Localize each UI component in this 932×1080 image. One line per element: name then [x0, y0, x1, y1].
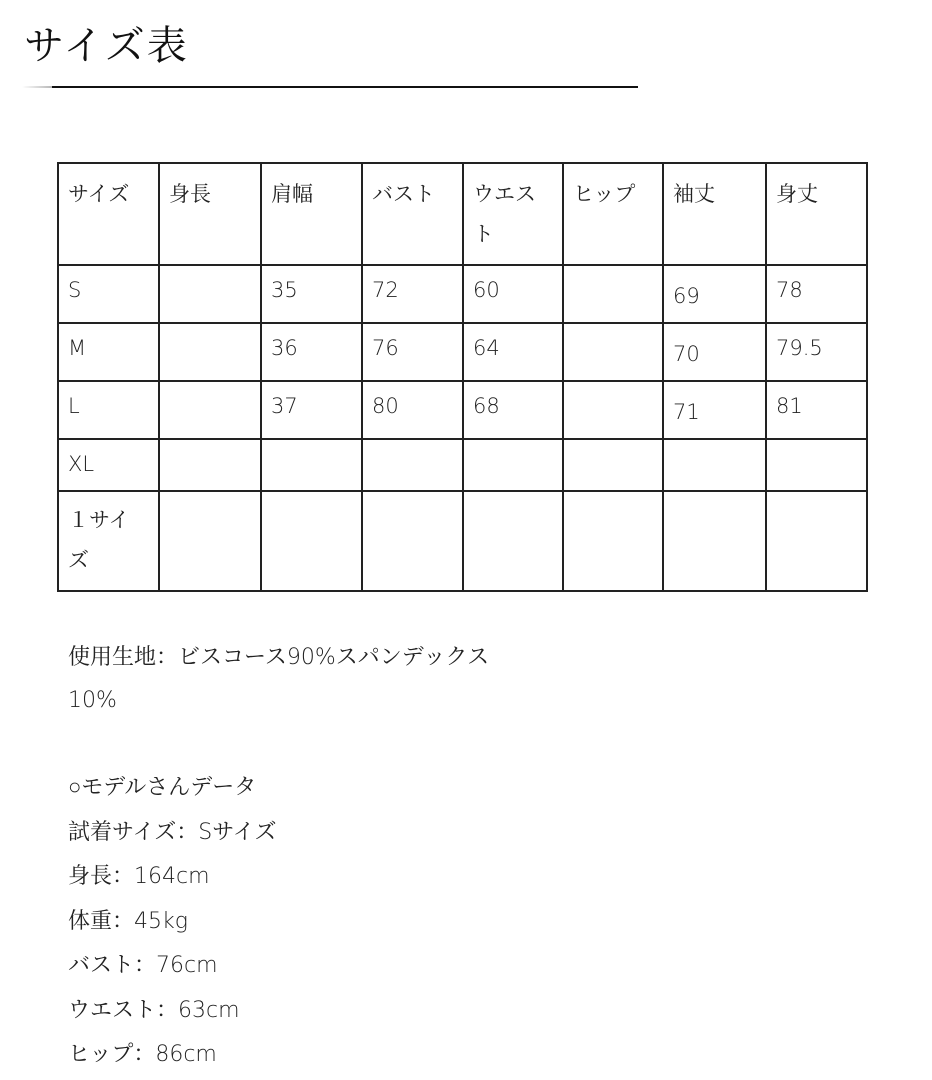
model-waist: ウエスト：63cm — [68, 997, 240, 1023]
cell-size: M — [58, 323, 159, 381]
header-waist: ウエスト — [463, 163, 563, 265]
cell-length: 78 — [766, 265, 867, 323]
cell-hip — [563, 381, 663, 439]
cell-waist — [463, 439, 563, 491]
cell-shoulder: 37 — [261, 381, 362, 439]
cell-sleeve: 71 — [663, 381, 766, 439]
cell-bust: 72 — [362, 265, 463, 323]
cell-size: １サイズ — [58, 491, 159, 591]
cell-shoulder — [261, 439, 362, 491]
header-length: 身丈 — [766, 163, 867, 265]
header-shoulder: 肩幅 — [261, 163, 362, 265]
cell-height — [159, 265, 261, 323]
table-row — [58, 491, 867, 591]
cell-size: XL — [58, 439, 159, 491]
table-row — [58, 439, 867, 491]
cell-bust: 76 — [362, 323, 463, 381]
model-bust: バスト：76cm — [68, 953, 218, 978]
cell-size: S — [58, 265, 159, 323]
size-table — [57, 162, 868, 592]
header-sleeve: 袖丈 — [663, 163, 766, 265]
cell-sleeve: 69 — [663, 265, 766, 323]
cell-sleeve: 70 — [663, 323, 766, 381]
cell-hip — [563, 491, 663, 591]
header-hip: ヒップ — [563, 163, 663, 265]
cell-bust — [362, 439, 463, 491]
title-divider — [52, 86, 638, 88]
cell-shoulder: 36 — [261, 323, 362, 381]
table-row — [58, 265, 867, 323]
cell-sleeve — [663, 491, 766, 591]
cell-height — [159, 491, 261, 591]
table-header-row — [58, 163, 867, 265]
cell-length — [766, 491, 867, 591]
cell-bust: 80 — [362, 381, 463, 439]
table-row — [58, 381, 867, 439]
cell-height — [159, 439, 261, 491]
model-heading: ○モデルさんデータ — [68, 775, 257, 800]
page-title: サイズ表 — [24, 23, 189, 69]
cell-waist: 64 — [463, 323, 563, 381]
fabric-info — [68, 636, 489, 722]
cell-shoulder — [261, 491, 362, 591]
header-bust: バスト — [362, 163, 463, 265]
cell-hip — [563, 265, 663, 323]
cell-waist — [463, 491, 563, 591]
table-row — [58, 323, 867, 381]
fabric-line: 使用生地：ビスコース90%スパンデックス — [68, 645, 490, 670]
cell-size: L — [58, 381, 159, 439]
model-fitting-size: 試着サイズ：Sサイズ — [68, 819, 277, 845]
cell-length: 81 — [766, 381, 867, 439]
model-height: 身長：164cm — [68, 864, 210, 889]
cell-length — [766, 439, 867, 491]
cell-length: 79.5 — [766, 323, 867, 381]
cell-hip — [563, 439, 663, 491]
cell-waist: 60 — [463, 265, 563, 323]
fabric-line: 10% — [68, 688, 117, 713]
cell-shoulder: 35 — [261, 265, 362, 323]
cell-height — [159, 323, 261, 381]
cell-height — [159, 381, 261, 439]
cell-bust — [362, 491, 463, 591]
cell-waist: 68 — [463, 381, 563, 439]
cell-sleeve — [663, 439, 766, 491]
header-size: サイズ — [58, 163, 159, 265]
header-height: 身長 — [159, 163, 261, 265]
model-weight: 体重：45kg — [68, 908, 188, 934]
model-data — [68, 766, 276, 1078]
cell-hip — [563, 323, 663, 381]
model-hip: ヒップ：86cm — [68, 1042, 217, 1067]
